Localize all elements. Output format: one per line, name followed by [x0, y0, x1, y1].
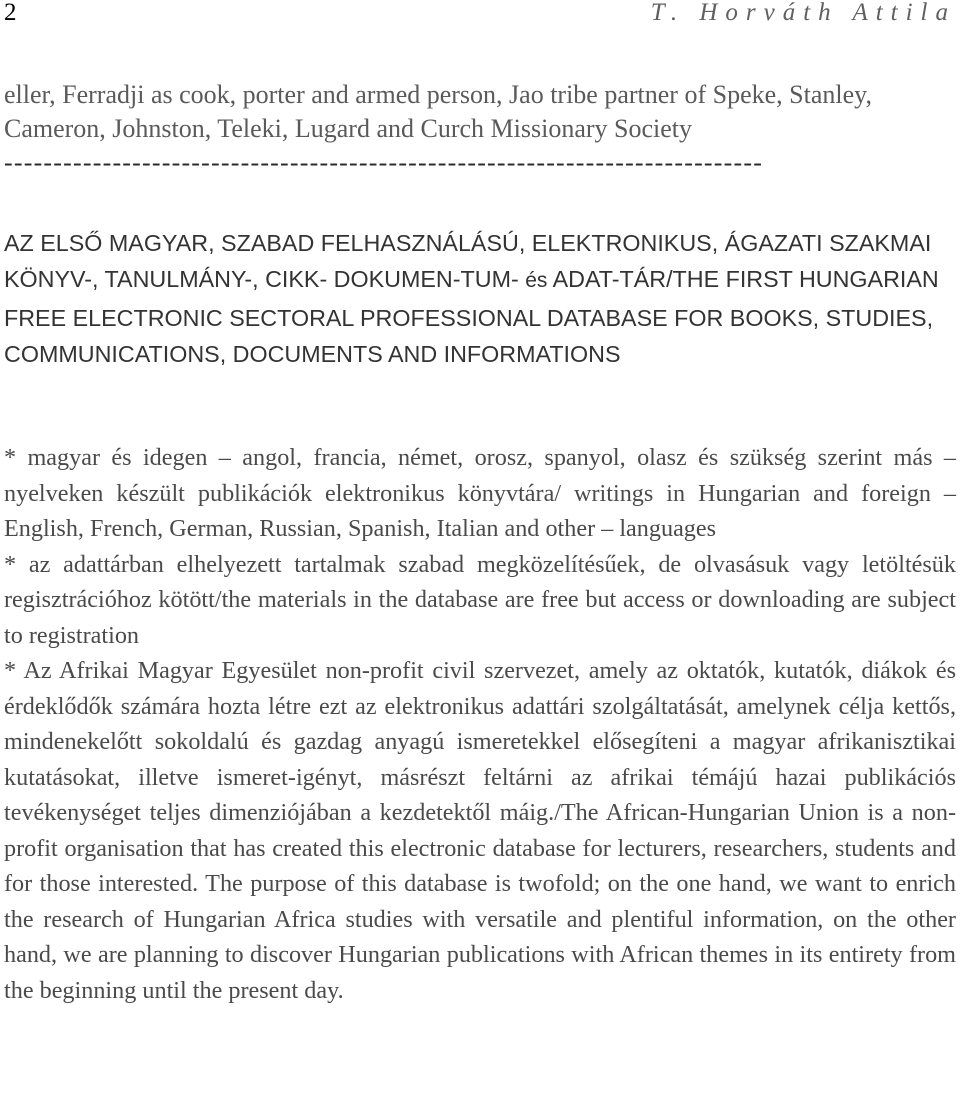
title-part-1: AZ ELSŐ MAGYAR, SZABAD FELHASZNÁLÁSÚ, ELEKTRONIKUS, ÁGAZATI SZAKMAI KÖNYV-, TANULMÁNY-, CIKK- DOKUMEN-TUM- — [4, 230, 932, 293]
title-part-2: ADAT-TÁR/THE FIRST HUNGARIAN FREE ELECTRONIC SECTORAL PROFESSIONAL DATABASE FOR BOOKS, STUDIES, COMMUNICATIONS, DOCUMENTS AND INFORMATIONS — [4, 266, 939, 367]
paragraph-languages: * magyar és idegen – angol, francia, német, orosz, spanyol, olasz és szükség szerint más – nyelveken készült publikációk elektronikus könyvtára/ writings in Hungarian and foreign – English, French, German, Russian, Spanish, Italian and other – languages — [4, 444, 956, 542]
intro-paragraph: eller, Ferradji as cook, porter and armed person, Jao tribe partner of Speke, Stanley, Cameron, Johnston, Teleki, Lugard and Curch Missionary Society — [4, 80, 872, 143]
body-text — [4, 440, 956, 1008]
page-number: 2 — [4, 0, 17, 26]
page-header — [0, 0, 960, 30]
separator-line: ----------------------------------------------------------------------------- — [4, 150, 764, 176]
running-head-author: T. Horváth Attila — [650, 0, 956, 26]
paragraph-union: * Az Afrikai Magyar Egyesület non-profit civil szervezet, amely az oktatók, kutatók, diákok és érdeklődők számára hozta létre ezt az elektronikus adattári szolgáltatását, amelynek célja kettős, mindenekelőtt sokoldalú és gazdag anyagú ismeretekkel elősegíteni a magyar afrikanisztikai kutatásokat, illetve ismeret-igényt, másrészt feltárni az afrikai témájú hazai publikációs tevékenységet teljes dimenziójában a kezdetektől máig./The African-Hungarian Union is a non-profit organisation that has created this electronic database for lecturers, researchers, students and for those interested. The purpose of this database is twofold; on the one hand, we want to enrich the research of Hungarian Africa studies with versatile and plentiful information, on the other hand, we are planning to discover Hungarian publications with African themes in its entirety from the beginning until the present day. — [4, 657, 956, 1004]
title-conjunction: és — [525, 269, 548, 293]
paragraph-access: * az adattárban elhelyezett tartalmak szabad megközelítésűek, de olvasásuk vagy letöltésük regisztrációhoz kötött/the materials in the database are free but access or downloading are subject to registration — [4, 550, 956, 649]
database-title — [4, 225, 956, 372]
